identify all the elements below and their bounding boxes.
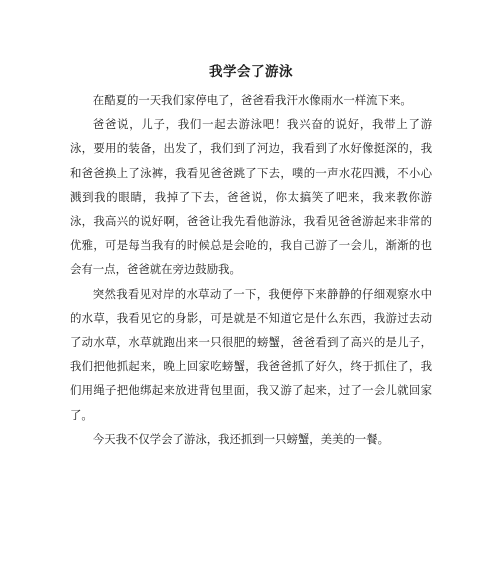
paragraph-4: 今天我不仅学会了游泳，我还抓到一只螃蟹，美美的一餐。 xyxy=(92,431,389,446)
document-title: 我学会了游泳 xyxy=(209,64,293,80)
paragraph-1: 在酷夏的一天我们家停电了，爸爸看我汗水像雨水一样流下来。 xyxy=(92,93,412,107)
paragraph-3: 突然我看见对岸的水草动了一下，我便停下来静静的仔细观察水中的水草，我看见它的身影，可是就是不知道它是什么东西，我游过去动了动水草，水草就跑出来一只很肥的螃蟹，爸爸看到了高兴的是儿子，我们把他抓起来，晚上回家吃螃蟹，我爸爸抓了好久，终于抓住了，我们用绳子把他绑起来放进背包里面，我又游了起来，过了一会儿就回家了。 xyxy=(70,286,432,422)
paragraph-2: 爸爸说，儿子，我们一起去游泳吧！我兴奋的说好，我带上了游泳，要用的装备，出发了，我们到了河边，我看到了水好像挺深的，我和爸爸换上了泳裤，我看见爸爸跳了下去，噗的一声水花四溅，不小心溅到我的眼睛，我掉了下去，爸爸说，你太搞笑了吧来，我来教你游泳，我高兴的说好啊，爸爸让我先看他游泳，我看见爸爸游起来非常的优雅，可是每当我有的时候总是会呛的，我自己游了一会儿，渐渐的也会有一点，爸爸就在旁边鼓励我。 xyxy=(70,117,432,277)
